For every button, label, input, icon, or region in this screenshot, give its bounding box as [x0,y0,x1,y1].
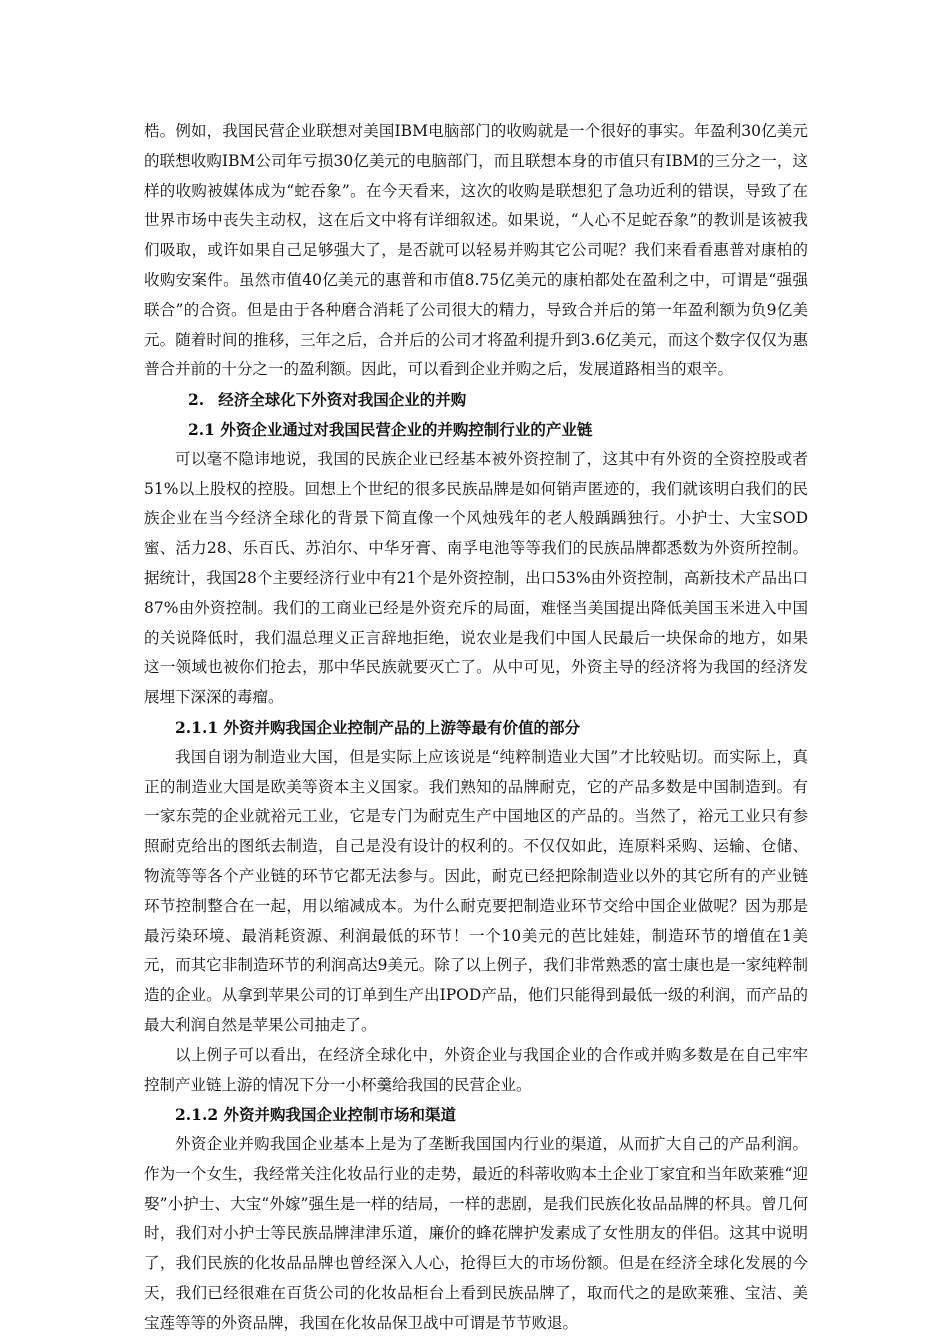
paragraph: 我国自诩为制造业大国，但是实际上应该说是“纯粹制造业大国”才比较贴切。而实际上，真正的制造业大国是欧美等资本主义国家。我们熟知的品牌耐克，它的产品多数是中国制造到。有一家东莞的企业就裕元工业，它是专门为耐克生产中国地区的产品的。当然了，裕元工业只有参照耐克给出的图纸去制造，自己是没有设计的权利的。不仅仅如此，连原料采购、运输、仓储、物流等等各个产业链的环节它都无法参与。因此，耐克已经把除制造业以外的其它所有的产业链环节控制整合在一起，用以缩减成本。为什么耐克要把制造业环节交给中国企业做呢？因为那是最污染环境、最消耗资源、利润最低的环节！一个10美元的芭比娃娃，制造环节的增值在1美元，而其它非制造环节的利润高达9美元。除了以上例子，我们非常熟悉的富士康也是一家纯粹制造的企业。从拿到苹果公司的订单到生产出IPOD产品，他们只能得到最低一级的利润，而产品的最大利润自然是苹果公司抽走了。 [144,747,808,1034]
section-heading-2 [144,385,808,415]
paragraph: 可以毫不隐讳地说，我国的民族企业已经基本被外资控制了，这其中有外资的全资控股或者51%以上股权的控股。回想上个世纪的很多民族品牌是如何销声匿迹的，我们就该明白我们的民族企业在当今经济全球化的背景下简直像一个风烛残年的老人般踽踽独行。小护士、大宝SOD蜜、活力28、乐百氏、苏泊尔、中华牙膏、南孚电池等等我们的民族品牌都悉数为外资所控制。据统计，我国28个主要经济行业中有21个是外资控制，出口53%由外资控制，高新技术产品出口87%由外资控制。我们的工商业已经是外资充斥的局面，难怪当美国提出降低美国玉米进入中国的关说降低时，我们温总理义正言辞地拒绝，说农业是我们中国人民最后一块保命的地方，如果这一领域也被你们抢去，那中华民族就要灭亡了。从中可见，外资主导的经济将为我国的经济发展埋下深深的毒瘤。 [144,449,808,707]
paragraph: 外资企业并购我国企业基本上是为了垄断我国国内行业的渠道，从而扩大自己的产品利润。作为一个女生，我经常关注化妆品行业的走势，最近的科蒂收购本土企业丁家宜和当年欧莱雅“迎娶”小护士、大宝“外嫁”强生是一样的结局，一样的悲剧，是我们民族化妆品品牌的杯具。曾几何时，我们对小护士等民族品牌津津乐道，廉价的蜂花牌护发素成了女性朋友的伴侣。这其中说明了，我们民族的化妆品品牌也曾经深入人心，抢得巨大的市场份额。但是在经济全球化发展的今天，我们已经很难在百货公司的化妆品柜台上看到民族品牌了，取而代之的是欧莱雅、宝洁、美宝莲等等的外资品牌，我国在化妆品保卫战中可谓是节节败退。 [144,1135,808,1332]
subsection-heading-2-1-1: 2.1.1 外资并购我国企业控制产品的上游等最有价值的部分 [175,717,581,737]
paragraph-continuation: 梏。例如，我国民营企业联想对美国IBM电脑部门的收购就是一个很好的事实。年盈利30亿美元的联想收购IBM公司年亏损30亿美元的电脑部门，而且联想本身的市值只有IBM的三分之一，这样的收购被媒体成为“蛇吞象”。在今天看来，这次的收购是联想犯了急功近利的错误，导致了在世界市场中丧失主动权，这在后文中将有详细叙述。如果说，“人心不足蛇吞象”的教训是该被我们吸取，或许如果自己足够强大了，是否就可以轻易并购其它公司呢？我们来看看惠普对康柏的收购安案件。虽然市值40亿美元的惠普和市值8.75亿美元的康柏都处在盈利之中，可谓是“强强联合”的合资。但是由于各种磨合消耗了公司很大的精力，导致合并后的第一年盈利额为负9亿美元。随着时间的推移，三年之后，合并后的公司才将盈利提升到3.6亿美元，而这个数字仅仅为惠普合并前的十分之一的盈利额。因此，可以看到企业并购之后，发展道路相当的艰辛。 [144,122,808,379]
section-title: 经济全球化下外资对我国企业的并购 [218,390,467,410]
subsection-heading-2-1-2: 2.1.2 外资并购我国企业控制市场和渠道 [175,1105,457,1125]
document-body [144,117,808,1339]
subsection-heading-2-1: 2.1 外资企业通过对我国民营企业的并购控制行业的产业链 [188,419,593,439]
paragraph: 以上例子可以看出，在经济全球化中，外资企业与我国企业的合作或并购多数是在自己牢牢控制产业链上游的情况下分一小杯羹给我国的民营企业。 [144,1045,808,1094]
section-number: 2. [188,390,205,410]
